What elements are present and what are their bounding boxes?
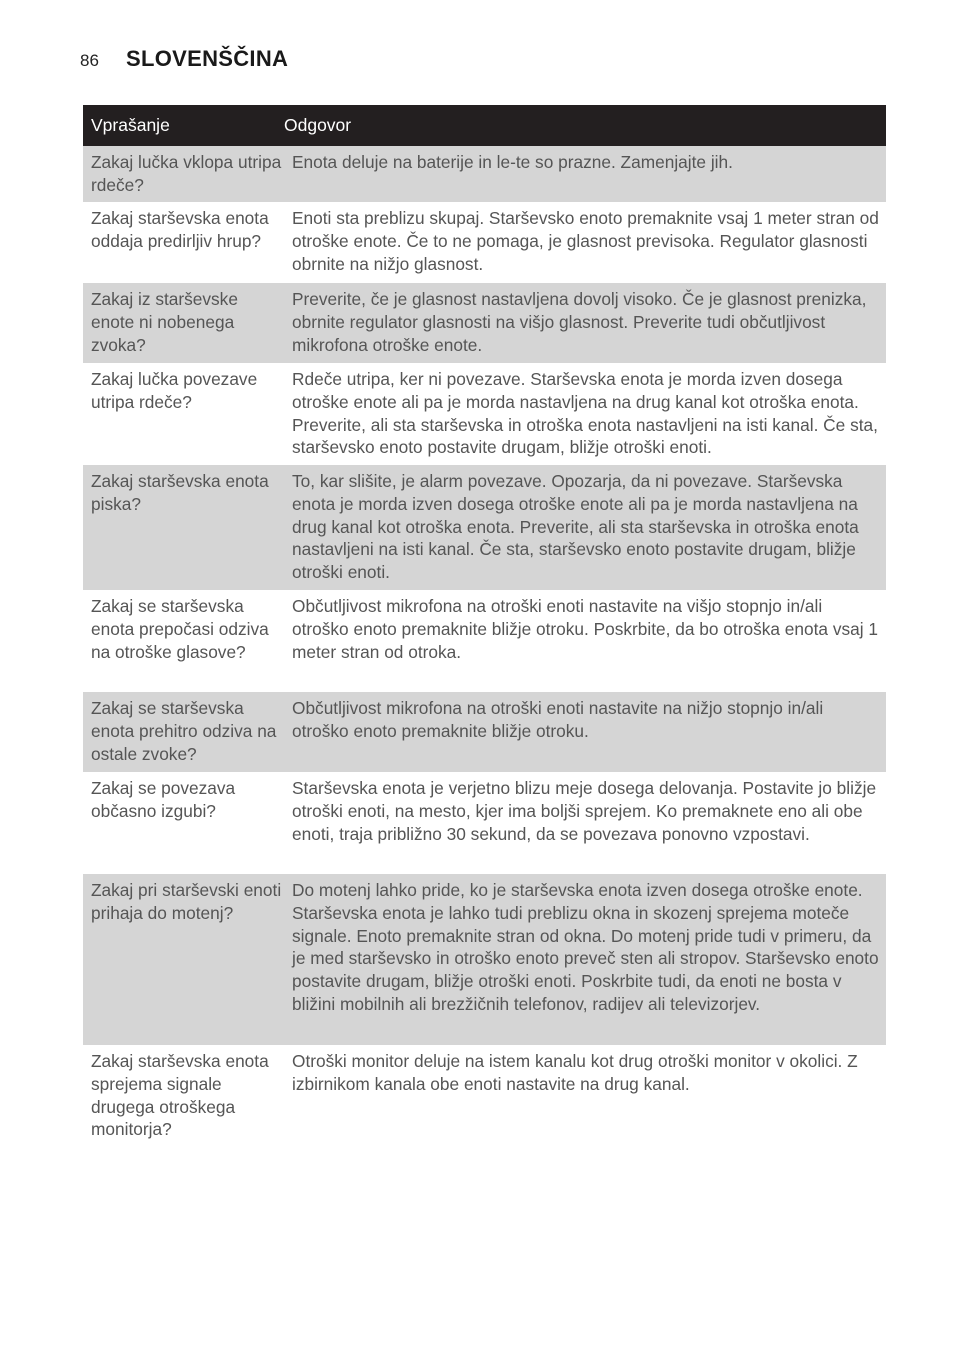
row-question: Zakaj pri starševski enoti prihaja do motenj? [91, 880, 282, 923]
table-header [83, 105, 886, 146]
row-question: Zakaj starševska enota piska? [91, 471, 269, 514]
row-question: Zakaj iz starševske enote ni nobenega zvoka? [91, 289, 238, 355]
row-answer: Občutljivost mikrofona na otroški enoti nastavite na nižjo stopnjo in/ali otroško enoto premaknite bližje otroku. [292, 698, 824, 741]
row-answer: Občutljivost mikrofona na otroški enoti nastavite na višjo stopnjo in/ali otroško enoto premaknite bližje otroku. Poskrbite, da bo otroška enota vsaj 1 meter stran od otroka. [292, 596, 878, 662]
table-row [83, 146, 886, 202]
column-header-answer: Odgovor [284, 115, 352, 135]
row-question: Zakaj se povezava občasno izgubi? [91, 778, 236, 821]
row-question: Zakaj starševska enota sprejema signale drugega otroškega monitorja? [91, 1051, 269, 1140]
table-row [83, 465, 886, 590]
table-row [83, 874, 886, 1045]
page-number: 86 [80, 51, 99, 70]
row-question: Zakaj se starševska enota prepočasi odziva na otroške glasove? [91, 596, 269, 662]
row-question: Zakaj se starševska enota prehitro odziva na ostale zvoke? [91, 698, 277, 764]
row-answer: To, kar slišite, je alarm povezave. Opozarja, da ni povezave. Starševska enota je morda izven dosega otroške enote ali pa je morda nastavljena na drug kanal kot otroška enota. Preverite, ali sta starševska in otroška enota nastavljeni na isti kanal. Če sta, starševsko enoto postavite drugam, bližje otroški enoti. [292, 471, 859, 583]
table-row [83, 202, 886, 283]
column-header-question: Vprašanje [91, 115, 170, 135]
row-answer: Enota deluje na baterije in le-te so prazne. Zamenjajte jih. [292, 152, 733, 172]
table-row [83, 590, 886, 692]
table-row [83, 772, 886, 874]
table-row [83, 1045, 886, 1147]
section-title: SLOVENŠČINA [126, 46, 289, 71]
table-row [83, 363, 886, 465]
table-row [83, 283, 886, 363]
row-answer: Do motenj lahko pride, ko je starševska enota izven dosega otroške enote. Starševska enota je lahko tudi preblizu okna in skozenj sprejema moteče signale. Enoto premaknite stran od okna. Do motenj pride tudi v primeru, da je med starševsko in otroško enoto preveč sten ali stropov. Starševsko enoto postavite drugam, bližje otroški enoti. Poskrbite tudi, da enoti ne bosta v bližini mobilnih ali brezžičnih telefonov, radijev ali televizorjev. [292, 880, 879, 1014]
row-question: Zakaj starševska enota oddaja predirljiv hrup? [91, 208, 269, 251]
page-header [80, 46, 288, 72]
row-question: Zakaj lučka povezave utripa rdeče? [91, 369, 258, 412]
row-answer: Starševska enota je verjetno blizu meje dosega delovanja. Postavite jo bližje otroški enoti, na mesto, kjer ima boljši sprejem. Ko premaknete eno ali obe enoti, traja približno 30 sekund, da se povezava ponovno vzpostavi. [292, 778, 877, 844]
row-answer: Otroški monitor deluje na istem kanalu kot drug otroški monitor v okolici. Z izbirnikom kanala obe enoti nastavite na drug kanal. [292, 1051, 858, 1094]
row-answer: Rdeče utripa, ker ni povezave. Starševska enota je morda izven dosega otroške enote ali pa je morda nastavljena na drug kanal kot otroška enota. Preverite, ali sta starševska in otroška enota nastavljeni na isti kanal. Če sta, starševsko enoto postavite drugam, bližje otroški enoti. [292, 369, 878, 458]
row-question: Zakaj lučka vklopa utripa rdeče? [91, 152, 282, 195]
faq-table [83, 105, 886, 1147]
row-answer: Enoti sta preblizu skupaj. Starševsko enoto premaknite vsaj 1 meter stran od otroške enote. Če to ne pomaga, je glasnost previsoka. Regulator glasnosti obrnite na nižjo glasnost. [292, 208, 879, 274]
table-row [83, 692, 886, 772]
row-answer: Preverite, če je glasnost nastavljena dovolj visoko. Če je glasnost prenizka, obrnite regulator glasnosti na višjo glasnost. Preverite tudi občutljivost mikrofona otroške enote. [292, 289, 867, 355]
